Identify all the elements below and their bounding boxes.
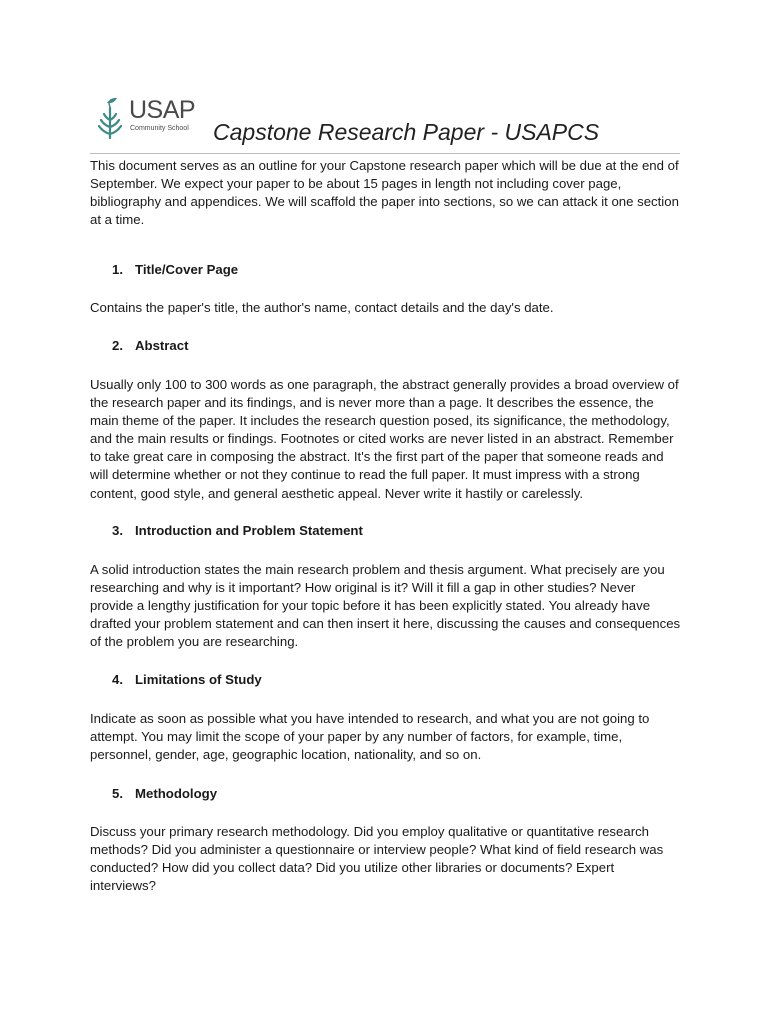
section-heading-limitations bbox=[112, 671, 632, 689]
section-body-methodology: Discuss your primary research methodology. Did you employ qualitative or quantitative research methods? Did you administer a questionnaire or interview people? What kind of field research was conducted? How did you collect data? Did you utilize other libraries or documents? Expert interviews? bbox=[90, 824, 664, 894]
section-heading-text: Abstract bbox=[135, 338, 189, 353]
section-body-introduction: A solid introduction states the main research problem and thesis argument. What precisely are you researching and why is it important? How original is it? Will it fill a gap in other studies? Never provide a lengthy justification for your topic before it has been explicitly stated. You already have drafted your problem statement and can then insert it here, discussing the causes and consequences of the problem you are researching. bbox=[90, 562, 681, 650]
section-heading-introduction bbox=[112, 522, 632, 540]
section-heading-abstract bbox=[112, 337, 632, 355]
section-heading-text: Limitations of Study bbox=[135, 672, 262, 687]
document-header bbox=[90, 92, 680, 152]
logo-subtitle: Community School bbox=[130, 125, 189, 132]
section-number: 1. bbox=[112, 262, 123, 277]
section-number: 5. bbox=[112, 786, 123, 801]
section-heading-title-cover bbox=[112, 261, 632, 279]
section-body-limitations: Indicate as soon as possible what you have intended to research, and what you are not going to attempt. You may limit the scope of your paper by any number of factors, for example, time, personnel, gender, age, geographic location, nationality, and so on. bbox=[90, 711, 650, 763]
section-heading-text: Methodology bbox=[135, 786, 218, 801]
section-body-title-cover: Contains the paper's title, the author's name, contact details and the day's date. bbox=[90, 300, 554, 315]
section-heading-text: Introduction and Problem Statement bbox=[135, 523, 363, 538]
header-divider bbox=[90, 153, 680, 154]
intro-paragraph: This document serves as an outline for your Capstone research paper which will be due at the end of September. We expect your paper to be about 15 pages in length not including cover page, bibliography and appendices. We will scaffold the paper into sections, so we can attack it one section at a time. bbox=[90, 158, 679, 228]
section-heading-methodology bbox=[112, 785, 632, 803]
document-title: Capstone Research Paper - USAPCS bbox=[213, 119, 600, 145]
section-number: 3. bbox=[112, 523, 123, 538]
section-number: 2. bbox=[112, 338, 123, 353]
section-heading-text: Title/Cover Page bbox=[135, 262, 239, 277]
logo-wordmark: USAP bbox=[129, 96, 196, 124]
section-number: 4. bbox=[112, 672, 123, 687]
tree-logo-icon bbox=[94, 94, 128, 142]
usap-logo bbox=[94, 94, 204, 144]
section-body-abstract: Usually only 100 to 300 words as one paragraph, the abstract generally provides a broad overview of the research paper and its findings, and is never more than a page. It describes the essence, the main theme of the paper. It includes the research question posed, its significance, the methodology, and the main results or findings. Footnotes or cited works are never listed in an abstract. Remember to take great care in composing the abstract. It's the first part of the paper that someone reads and will determine whether or not they continue to read the full paper. It must impress with a strong content, good style, and general aesthetic appeal. Never write it hastily or carelessly. bbox=[90, 377, 679, 501]
